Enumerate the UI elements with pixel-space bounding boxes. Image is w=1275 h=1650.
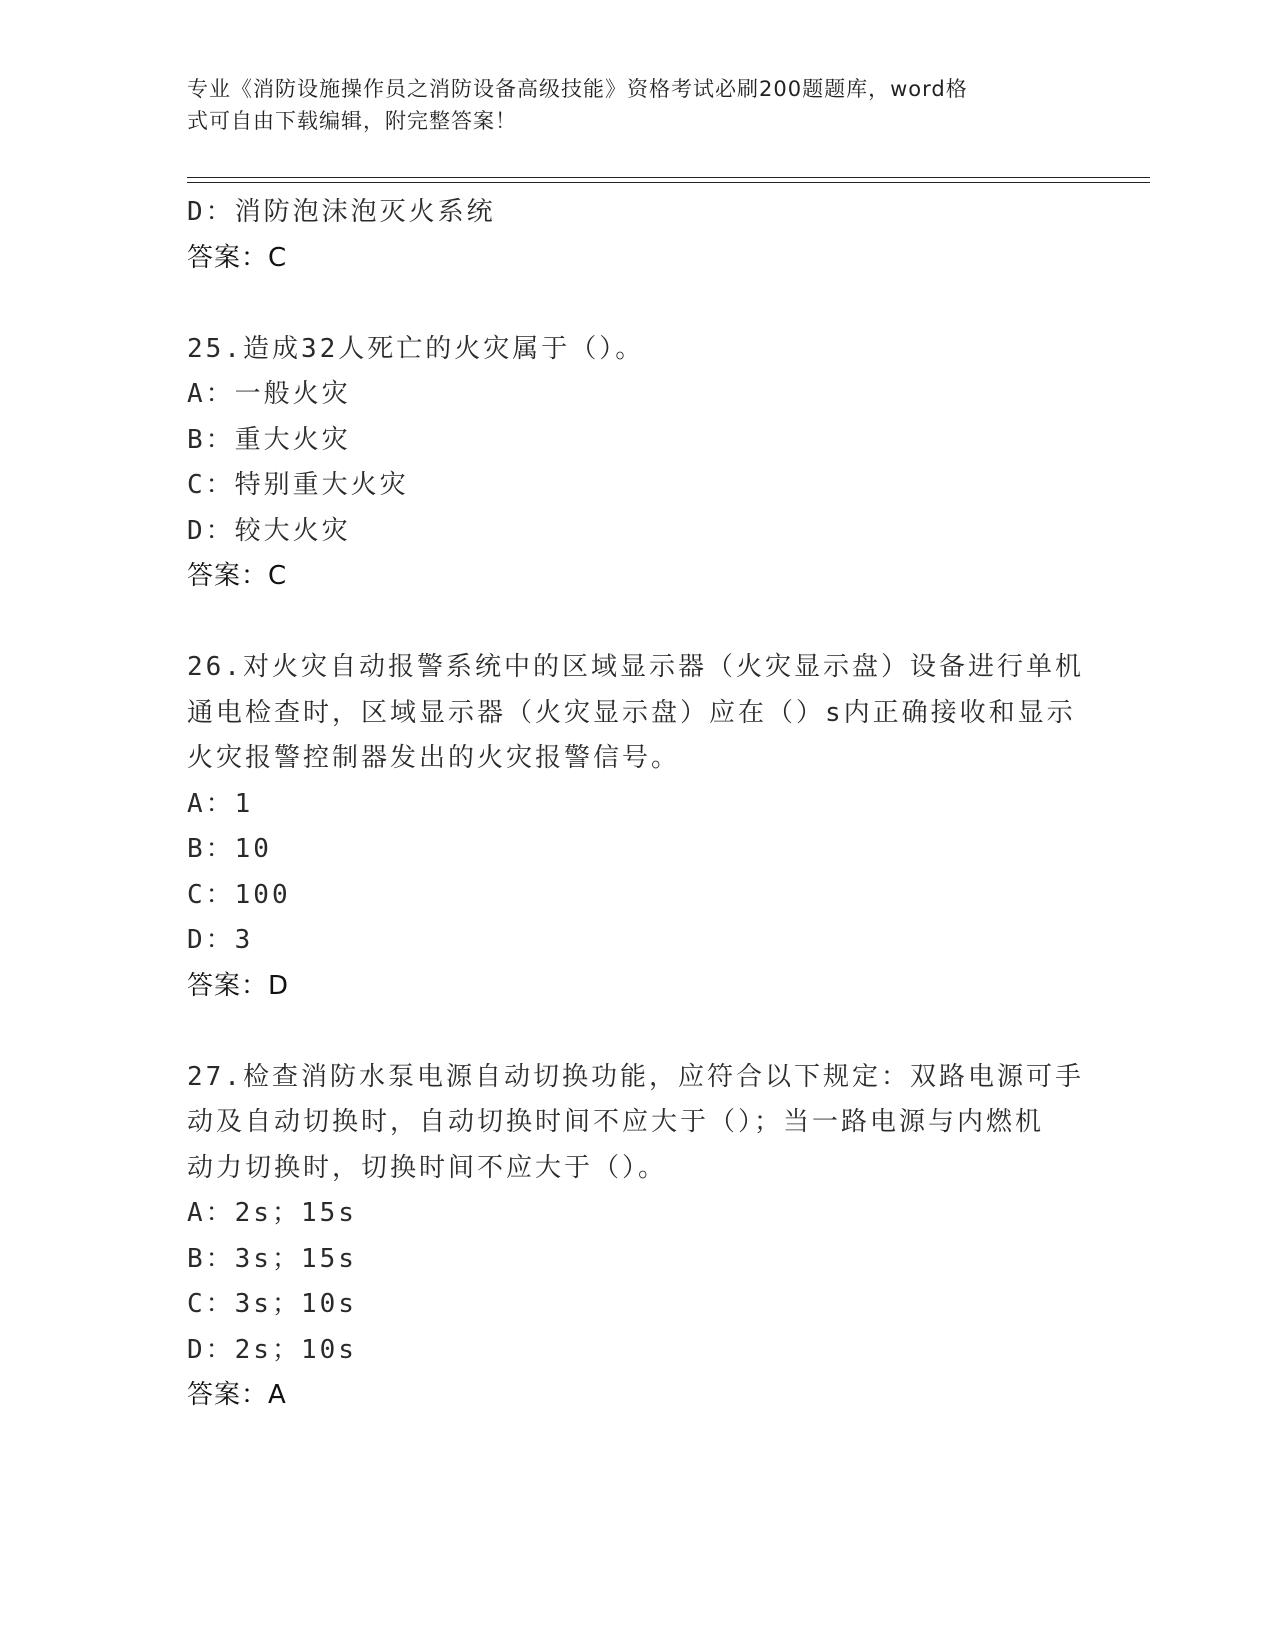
document-header (187, 73, 1067, 137)
header-line-2: 式可自由下载编辑，附完整答案！ (187, 109, 517, 133)
header-divider-top (187, 177, 1150, 178)
answer-line: 答案：A (187, 1380, 287, 1410)
spacer (187, 1009, 1087, 1055)
question-stem (187, 645, 1087, 782)
question-stem (187, 1055, 1087, 1192)
question-26 (187, 645, 1087, 1009)
stem-line: 26.对火灾自动报警系统中的区域显示器（火灾显示盘）设备进行单机 (187, 652, 1084, 682)
stem-line: 通电检查时，区域显示器（火灾显示盘）应在（）s内正确接收和显示 (187, 697, 1076, 728)
question-24-tail (187, 190, 1087, 281)
stem-line: 火灾报警控制器发出的火灾报警信号。 (187, 743, 681, 773)
spacer (187, 600, 1087, 646)
answer-line: 答案：D (187, 970, 290, 1001)
option-c: C：100 (187, 879, 291, 910)
option-d: D：2s；10s (187, 1334, 357, 1365)
option-a: A：一般火灾 (187, 379, 351, 409)
option-d: D：3 (187, 925, 254, 955)
option-a: A：2s；15s (187, 1198, 357, 1228)
option-b: B：10 (187, 834, 272, 864)
question-stem (187, 327, 1087, 373)
option-a: A：1 (187, 788, 254, 819)
option-d: D：较大火灾 (187, 515, 351, 546)
option-d: D：消防泡沫泡灭火系统 (187, 197, 496, 227)
question-25 (187, 327, 1087, 600)
header-line-1: 专业《消防设施操作员之消防设备高级技能》资格考试必刷200题题库，word格 (187, 77, 968, 101)
answer-line: 答案：C (187, 242, 288, 273)
question-27 (187, 1055, 1087, 1419)
stem-line: 25.造成32人死亡的火灾属于（）。 (187, 333, 645, 364)
header-divider-bottom (187, 182, 1150, 183)
question-list (187, 190, 1087, 1419)
option-c: C：3s；10s (187, 1289, 357, 1319)
option-b: B：3s；15s (187, 1243, 357, 1274)
option-b: B：重大火灾 (187, 424, 351, 455)
spacer (187, 281, 1087, 327)
option-c: C：特别重大火灾 (187, 470, 409, 500)
stem-line: 动及自动切换时，自动切换时间不应大于（）；当一路电源与内燃机 (187, 1107, 1045, 1137)
stem-line: 27.检查消防水泵电源自动切换功能，应符合以下规定：双路电源可手 (187, 1061, 1084, 1092)
answer-line: 答案：C (187, 561, 288, 591)
stem-line: 动力切换时，切换时间不应大于（）。 (187, 1152, 668, 1183)
